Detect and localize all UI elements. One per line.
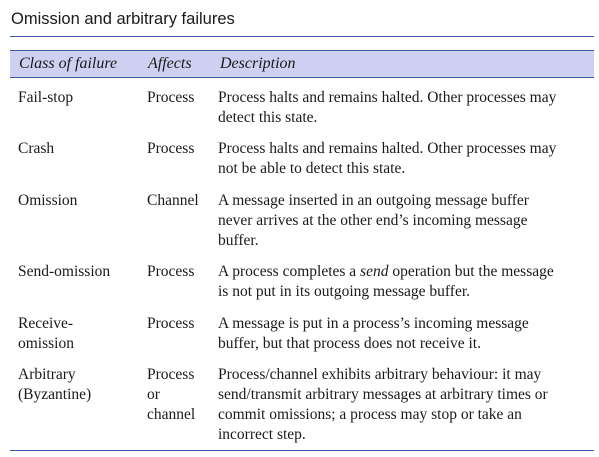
affects-cell — [147, 88, 213, 108]
description-emphasis: send — [360, 263, 389, 280]
title-divider — [10, 36, 594, 37]
class-text: Omission — [18, 192, 78, 209]
class-text: (Byzantine) — [18, 386, 92, 403]
class-cell — [18, 262, 140, 282]
header-class-of-failure: Class of failure — [19, 55, 118, 72]
affects-cell — [147, 191, 213, 211]
description-text: Process/channel exhibits arbitrary behaviour: it may — [218, 366, 542, 383]
affects-text: Process — [147, 263, 195, 280]
description-text: never arrives at the other end’s incoming message — [218, 212, 528, 229]
class-cell — [18, 314, 140, 354]
description-cell — [218, 262, 586, 302]
class-cell — [18, 191, 140, 211]
description-cell — [218, 314, 586, 354]
affects-text: Process — [147, 89, 195, 106]
description-text: incorrect step. — [218, 426, 306, 443]
affects-cell — [147, 365, 213, 425]
description-text — [218, 262, 586, 282]
table-header — [10, 50, 594, 78]
affects-cell — [147, 262, 213, 282]
table-bottom-rule — [10, 450, 594, 451]
description-text: buffer. — [218, 232, 259, 249]
class-cell — [18, 365, 140, 405]
affects-cell — [147, 314, 213, 334]
description-text: detect this state. — [218, 109, 318, 126]
description-text-fragment: operation but the message — [388, 263, 554, 280]
class-text: Crash — [18, 140, 55, 157]
class-text: Arbitrary — [18, 366, 76, 383]
description-text: send/transmit arbitrary messages at arbitrary times or — [218, 386, 548, 403]
description-cell — [218, 191, 586, 251]
class-cell — [18, 139, 140, 159]
affects-text: Process — [147, 366, 195, 383]
description-cell — [218, 365, 586, 445]
affects-text: Channel — [147, 192, 199, 209]
description-cell — [218, 139, 586, 179]
description-text-fragment: A process completes a — [218, 263, 361, 280]
description-text: buffer, but that process does not receive it. — [218, 335, 481, 352]
class-text: Receive- — [18, 315, 74, 332]
class-text: omission — [18, 335, 74, 352]
affects-text: Process — [147, 315, 195, 332]
affects-text: Process — [147, 140, 195, 157]
description-text: commit omissions; a process may stop or take an — [218, 406, 522, 423]
description-cell — [218, 88, 586, 128]
description-text: Process halts and remains halted. Other processes may — [218, 89, 557, 106]
affects-text: channel — [147, 406, 196, 423]
description-text: is not put in its outgoing message buffer. — [218, 283, 471, 300]
header-description: Description — [220, 55, 296, 72]
class-text: Send-omission — [18, 263, 111, 280]
description-text: not be able to detect this state. — [218, 160, 406, 177]
table-title: Omission and arbitrary failures — [11, 10, 235, 28]
class-cell — [18, 88, 140, 108]
affects-text: or — [147, 386, 160, 403]
description-text: Process halts and remains halted. Other processes may — [218, 140, 557, 157]
description-text: A message is put in a process’s incoming message — [218, 315, 529, 332]
class-text: Fail-stop — [18, 89, 74, 106]
header-affects: Affects — [148, 55, 192, 72]
affects-cell — [147, 139, 213, 159]
description-text: A message inserted in an outgoing message buffer — [218, 192, 529, 209]
